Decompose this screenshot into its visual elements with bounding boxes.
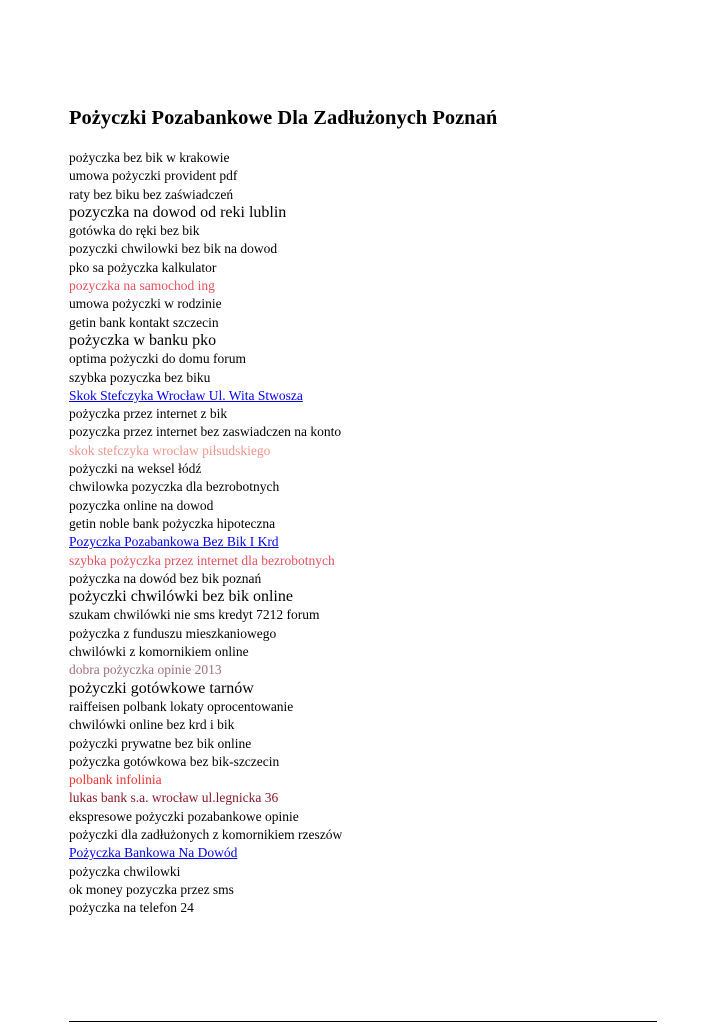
list-item: pożyczki chwilówki bez bik online (69, 588, 293, 606)
list-item: pożyczka w banku pko (69, 331, 217, 349)
list-item: pozyczka przez internet bez zaswiadczen na konto (69, 424, 342, 440)
list-item-link[interactable]: Skok Stefczyka Wrocław Ul. Wita Stwosza (69, 387, 303, 403)
list-item: pożyczka bez bik w krakowie (69, 150, 230, 165)
list-item: chwilowka pozyczka dla bezrobotnych (69, 479, 280, 495)
list-item: pożyczka na dowód bez bik poznań (69, 570, 262, 586)
list-item: szybka pożyczka przez internet dla bezrobotnych (69, 552, 335, 568)
list-item: szukam chwilówki nie sms kredyt 7212 forum (69, 607, 320, 623)
list-item: ok money pozyczka przez sms (69, 881, 234, 897)
list-item: szybka pozyczka bez biku (69, 369, 211, 385)
list-item: pozyczki chwilowki bez bik na dowod (69, 241, 278, 257)
list-item: lukas bank s.a. wrocław ul.legnicka 36 (69, 790, 279, 806)
list-item: pożyczki na weksel łódź (69, 461, 202, 477)
list-item: pozyczka na samochod ing (69, 278, 215, 294)
list-item: optima pożyczki do domu forum (69, 351, 246, 367)
list-item: getin bank kontakt szczecin (69, 314, 219, 330)
list-item: pożyczka na telefon 24 (69, 900, 194, 916)
list-item: skok stefczyka wrocław piłsudskiego (69, 442, 271, 458)
page-title: Pożyczki Pozabankowe Dla Zadłużonych Poznań (69, 107, 498, 129)
list-item: raiffeisen polbank lokaty oprocentowanie (69, 698, 294, 714)
list-item: pożyczki gotówkowe tarnów (69, 679, 254, 697)
list-item: pożyczka chwilowki (69, 863, 181, 879)
list-item: pożyczka przez internet z bik (69, 406, 228, 422)
list-item: chwilówki online bez krd i bik (69, 717, 235, 733)
list-item: pozyczka online na dowod (69, 497, 214, 513)
list-item: gotówka do ręki bez bik (69, 223, 200, 239)
list-item: pozyczka na dowod od reki lublin (69, 203, 287, 221)
list-item: polbank infolinia (69, 772, 162, 788)
list-item: umowa pożyczki provident pdf (69, 168, 238, 184)
list-item: chwilówki z komornikiem online (69, 644, 249, 660)
list-item: pko sa pożyczka kalkulator (69, 259, 217, 275)
keyword-list (69, 149, 342, 917)
list-item: ekspresowe pożyczki pozabankowe opinie (69, 808, 299, 824)
list-item: raty bez biku bez zaświadczeń (69, 186, 234, 202)
list-item: pożyczki prywatne bez bik online (69, 735, 252, 751)
list-item: getin noble bank pożyczka hipoteczna (69, 515, 276, 531)
footer-divider (69, 1021, 657, 1022)
list-item-link[interactable]: Pożyczka Bankowa Na Dowód (69, 845, 238, 861)
list-item: umowa pożyczki w rodzinie (69, 296, 222, 312)
list-item: dobra pożyczka opinie 2013 (69, 662, 222, 678)
list-item-link[interactable]: Pozyczka Pozabankowa Bez Bik I Krd (69, 534, 279, 550)
list-item: pożyczka z funduszu mieszkaniowego (69, 625, 277, 641)
list-item: pożyczki dla zadłużonych z komornikiem rzeszów (69, 826, 343, 842)
list-item: pożyczka gotówkowa bez bik-szczecin (69, 753, 280, 769)
